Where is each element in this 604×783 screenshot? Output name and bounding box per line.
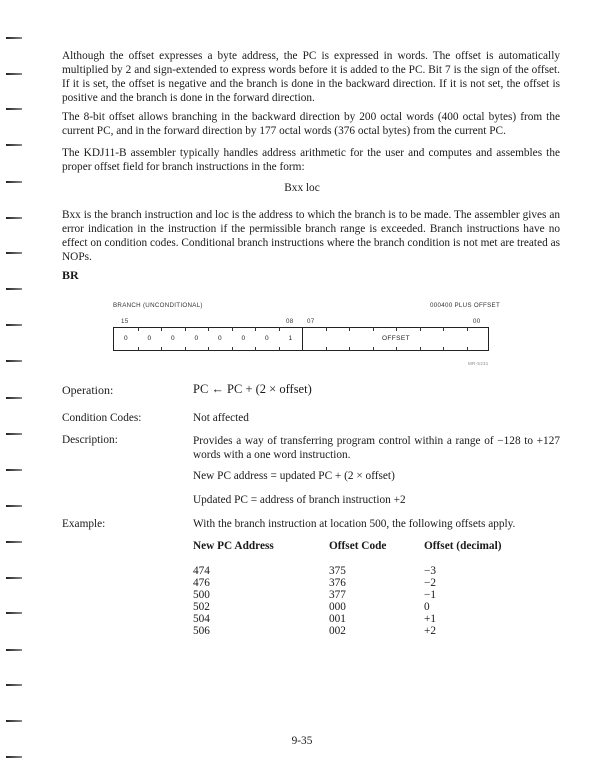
binder-mark	[6, 324, 22, 326]
example-text: With the branch instruction at location 500, the following offsets apply.	[193, 518, 516, 530]
binder-mark	[6, 433, 22, 435]
bit-label-07: 07	[307, 318, 315, 325]
bit-tick	[326, 347, 327, 351]
bit-label-15: 15	[121, 318, 129, 325]
form-example: Bxx loc	[284, 182, 320, 194]
binder-mark	[6, 144, 22, 146]
bit-tick	[467, 327, 468, 331]
binder-mark	[6, 360, 22, 362]
bit-tick	[185, 327, 186, 331]
offset-field-label: OFFSET	[381, 335, 411, 342]
bit-tick	[208, 347, 209, 351]
bit-tick	[255, 327, 256, 331]
column-header-offset-decimal: Offset (decimal)	[424, 540, 502, 552]
binder-mark	[6, 108, 22, 110]
binder-mark	[6, 684, 22, 686]
page-number: 9-35	[291, 735, 313, 747]
bit-cell: 0	[194, 335, 199, 342]
cell-new-pc-address: 474	[193, 565, 210, 577]
condition-codes-value: Not affected	[193, 412, 249, 424]
binder-mark	[6, 612, 22, 614]
paragraph-branch-range: The 8-bit offset allows branching in the backward direction by 200 octal words (400 octal bytes) from the current PC, and in the forward direction by 177 octal words (376 octal bytes) from the current PC.	[62, 111, 560, 137]
bit-tick	[161, 327, 162, 331]
bit-tick	[396, 347, 397, 351]
binder-mark	[6, 756, 22, 758]
bit-tick	[467, 347, 468, 351]
cell-offset-code: 376	[329, 577, 346, 589]
bit-tick	[373, 327, 374, 331]
cell-offset-decimal: 0	[424, 601, 430, 613]
bit-cell: 0	[123, 335, 128, 342]
cell-offset-decimal: −3	[424, 565, 437, 577]
bit-label-08: 08	[286, 318, 294, 325]
cell-offset-decimal: +1	[424, 613, 437, 625]
operation-value: PC ← PC + (2 × offset)	[193, 382, 312, 396]
diagram-title: BRANCH (UNCONDITIONAL)	[113, 302, 203, 309]
cell-offset-decimal: −1	[424, 589, 437, 601]
cell-new-pc-address: 500	[193, 589, 210, 601]
cell-new-pc-address: 506	[193, 625, 210, 637]
binder-mark	[6, 397, 22, 399]
bit-tick	[232, 327, 233, 331]
binder-mark	[6, 217, 22, 219]
cell-offset-code: 000	[329, 601, 346, 613]
bit-tick	[373, 347, 374, 351]
bit-tick	[420, 327, 421, 331]
cell-offset-code: 375	[329, 565, 346, 577]
cell-offset-code: 377	[329, 589, 346, 601]
bit-tick	[443, 327, 444, 331]
bit-tick	[208, 327, 209, 331]
binder-mark	[6, 577, 22, 579]
bit-cell: 0	[241, 335, 246, 342]
cell-offset-code: 001	[329, 613, 346, 625]
bit-tick	[138, 347, 139, 351]
bit-tick	[279, 327, 280, 331]
section-heading: BR	[62, 268, 79, 282]
binder-mark	[6, 541, 22, 543]
cell-new-pc-address: 476	[193, 577, 210, 589]
binder-mark	[6, 649, 22, 651]
figure-id: MR-5231	[468, 361, 489, 366]
bit-tick	[185, 347, 186, 351]
register-box	[113, 327, 489, 351]
binder-mark	[6, 720, 22, 722]
binder-mark	[6, 505, 22, 507]
bit-label-00: 00	[473, 318, 481, 325]
binder-mark	[6, 288, 22, 290]
bit-cell: 0	[147, 335, 152, 342]
description-label: Description:	[62, 434, 118, 446]
binder-mark	[6, 469, 22, 471]
bit-tick	[396, 327, 397, 331]
bit-tick	[279, 347, 280, 351]
bit-tick	[443, 347, 444, 351]
condition-codes-label: Condition Codes:	[62, 412, 142, 424]
bit-tick	[326, 327, 327, 331]
description-formula-updated-pc: Updated PC = address of branch instruction +2	[193, 494, 406, 506]
bit-tick	[232, 347, 233, 351]
bit-tick	[349, 327, 350, 331]
binder-mark	[6, 73, 22, 75]
bit-tick	[161, 347, 162, 351]
binder-mark	[6, 252, 22, 254]
bit-cell: 1	[288, 335, 293, 342]
cell-new-pc-address: 504	[193, 613, 210, 625]
diagram-opcode: 000400 PLUS OFFSET	[430, 302, 501, 309]
bit-cell: 0	[217, 335, 222, 342]
cell-offset-decimal: +2	[424, 625, 437, 637]
bit-tick	[255, 347, 256, 351]
bit-cell: 0	[264, 335, 269, 342]
cell-offset-decimal: −2	[424, 577, 437, 589]
column-header-offset-code: Offset Code	[329, 540, 387, 552]
bit-tick	[349, 347, 350, 351]
bit-tick	[138, 327, 139, 331]
bit-cell: 0	[170, 335, 175, 342]
example-label: Example:	[62, 518, 106, 530]
description-text: Provides a way of transferring program control within a range of −128 to +127 words with a one word instruction.	[193, 435, 560, 461]
paragraph-assembler: The KDJ11-B assembler typically handles address arithmetic for the user and computes and assembles the proper offset field for branch instructions in the form:	[62, 147, 560, 173]
binder-mark	[6, 37, 22, 39]
operation-label: Operation:	[62, 383, 114, 397]
cell-new-pc-address: 502	[193, 601, 210, 613]
paragraph-branch-notes: Bxx is the branch instruction and loc is the address to which the branch is to be made. The assembler gives an error indication in the instruction if the permissible branch range is exceeded. Branch instructions have no effect on condition codes. Conditional branch instructions where the branch condition is not met are treated as NOPs.	[62, 209, 560, 263]
paragraph-offset-explanation: Although the offset expresses a byte address, the PC is expressed in words. The offset is automatically multiplied by 2 and sign-extended to express words before it is added to the PC. Bit 7 is the sign of the offset. If it is set, the offset is negative and the branch is done in the backward direction. If it is not set, the offset is positive and the branch is done in the forward direction.	[62, 50, 560, 104]
cell-offset-code: 002	[329, 625, 346, 637]
bit-tick	[420, 347, 421, 351]
column-header-new-pc-address: New PC Address	[193, 540, 274, 552]
description-formula-new-pc: New PC address = updated PC + (2 × offset)	[193, 470, 395, 482]
